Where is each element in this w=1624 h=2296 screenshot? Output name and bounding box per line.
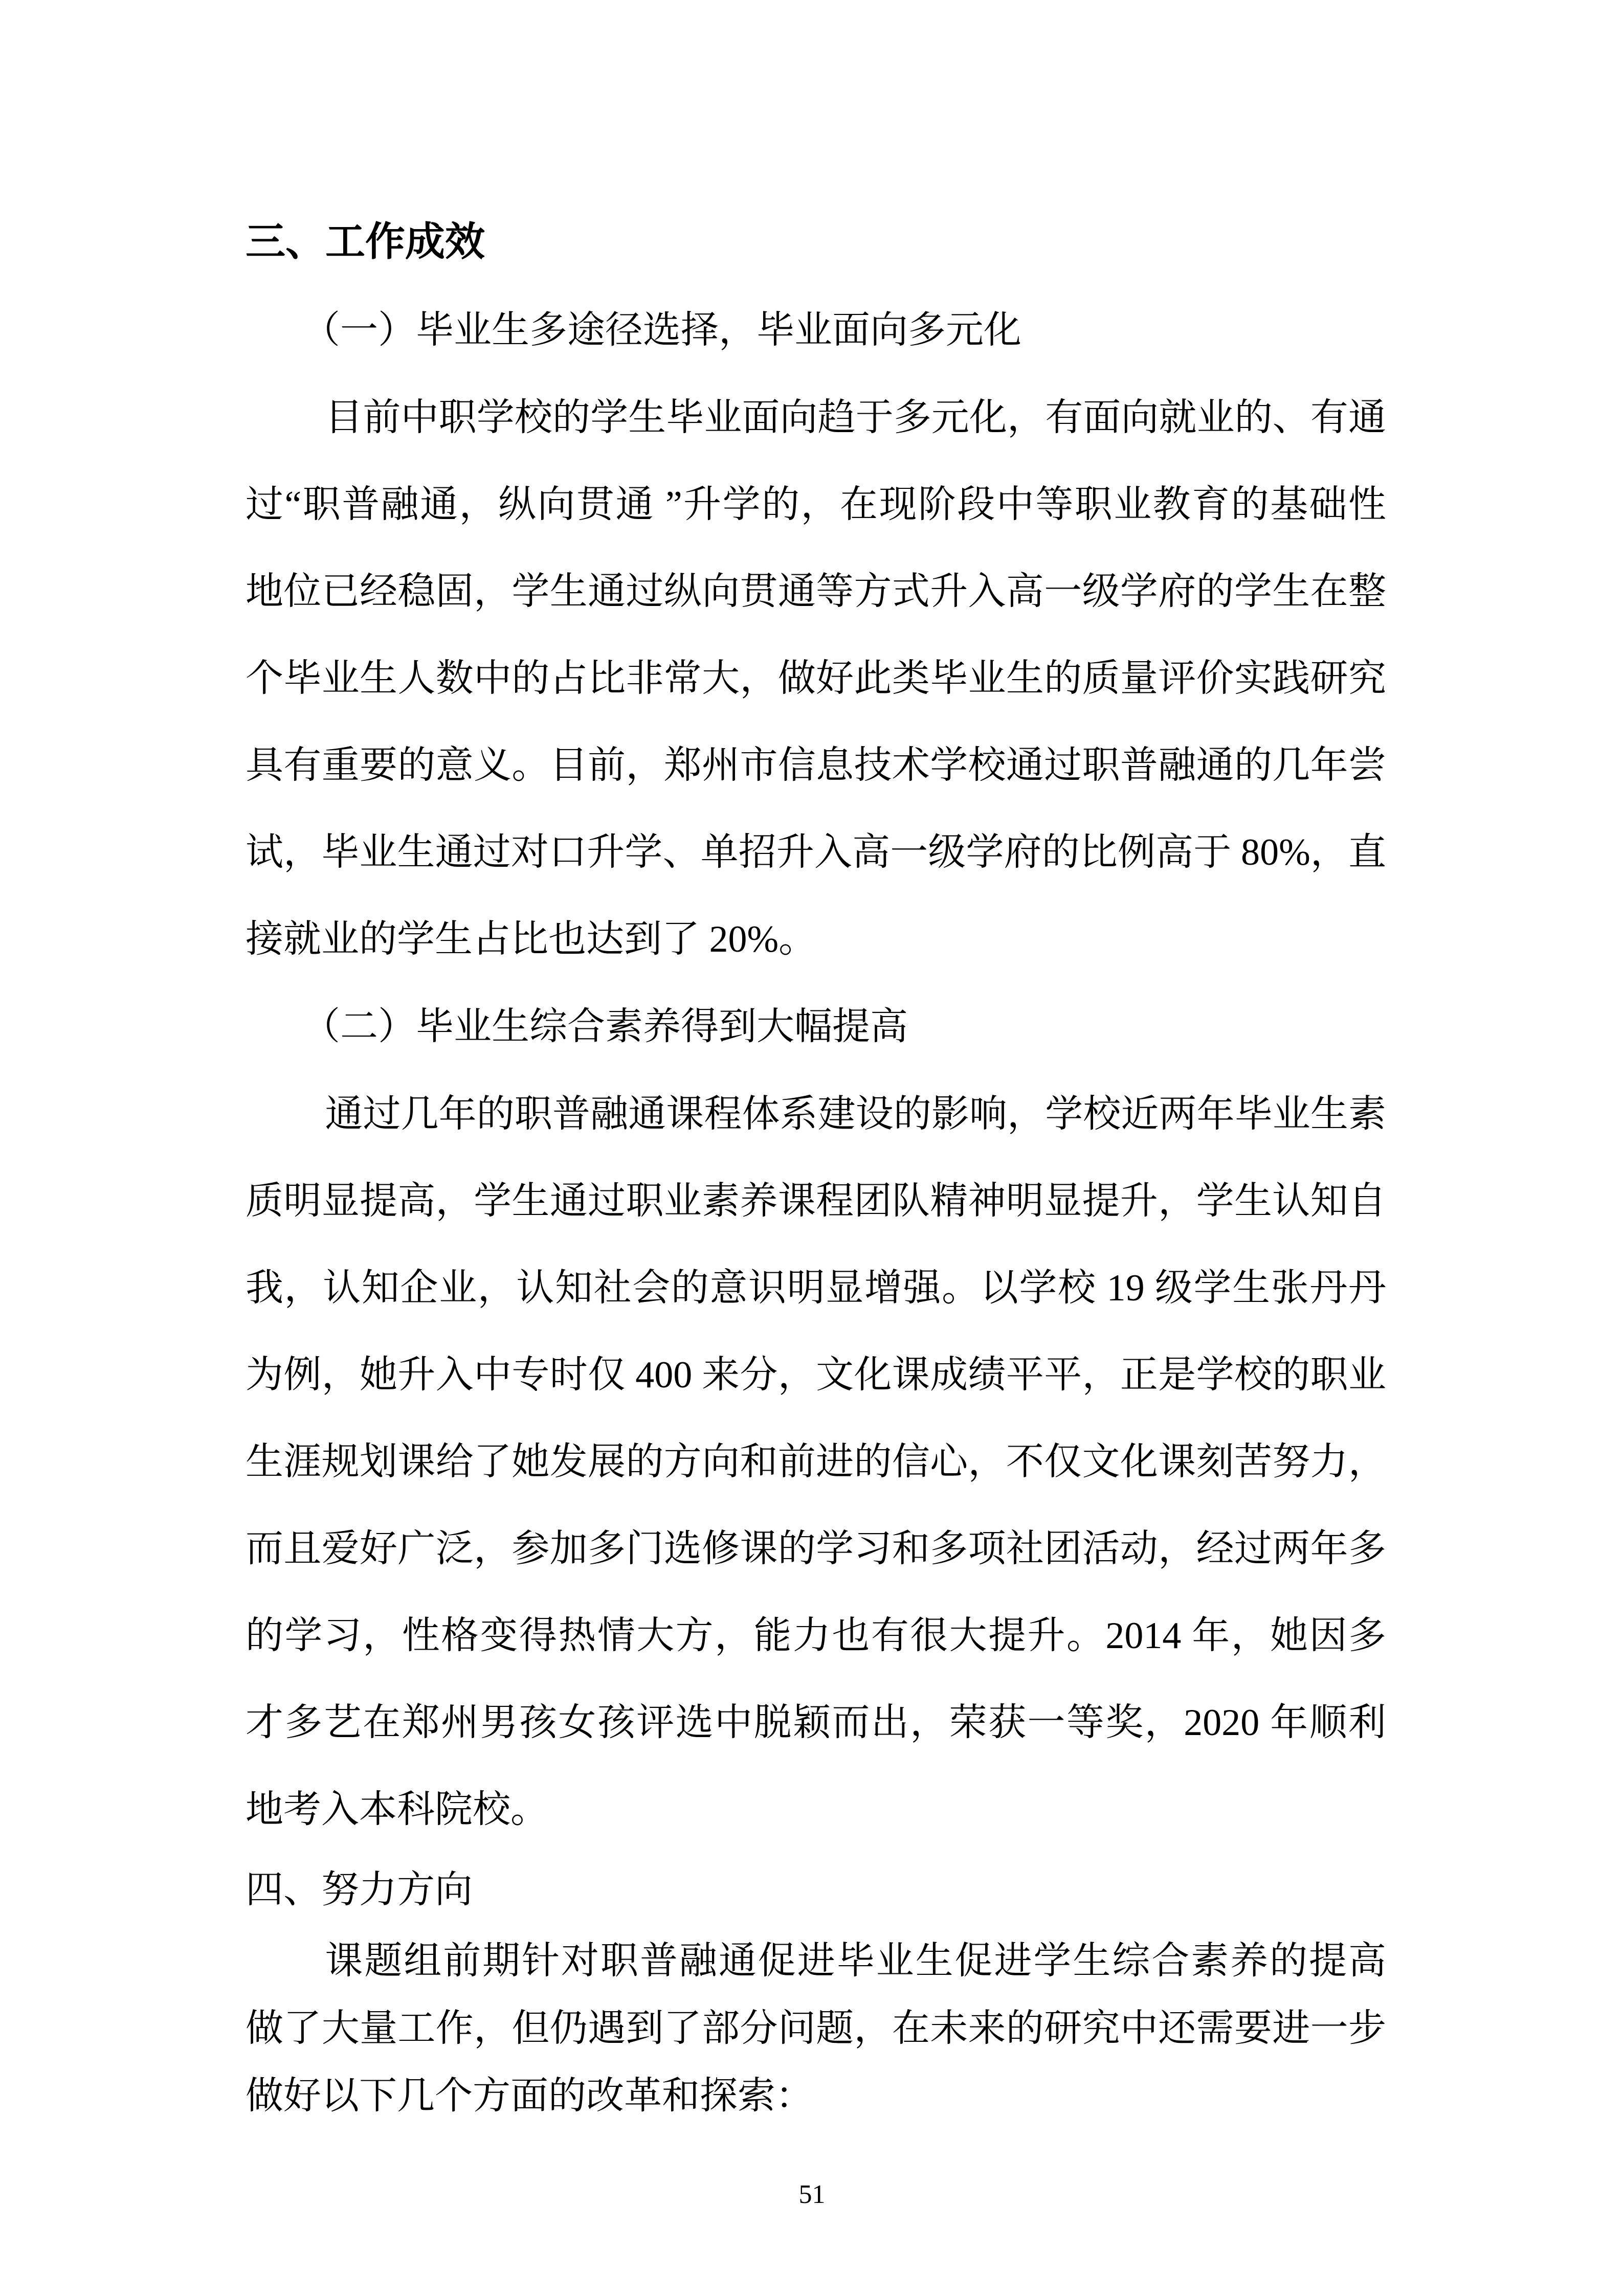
text-line: 做好以下几个方面的改革和探索： bbox=[246, 2075, 813, 2117]
subsection-2-heading: （二）毕业生综合素养得到大幅提高 bbox=[302, 1006, 908, 1048]
text-line: 个毕业生人数中的占比非常大，做好此类毕业生的质量评价实践研究 bbox=[246, 658, 1386, 700]
text-line: 接就业的学生占比也达到了 20%。 bbox=[246, 918, 817, 960]
section-4-heading: 四、努力方向 bbox=[246, 1869, 473, 1911]
page-number: 51 bbox=[798, 2180, 826, 2209]
text-line: 才多艺在郑州男孩女孩评选中脱颖而出，荣获一等奖，2020 年顺利 bbox=[246, 1702, 1386, 1744]
text-line: 通过几年的职普融通课程体系建设的影响，学校近两年毕业生素 bbox=[325, 1093, 1386, 1135]
text-line: 的学习，性格变得热情大方，能力也有很大提升。2014 年，她因多 bbox=[246, 1615, 1386, 1657]
text-line: 过“职普融通，纵向贯通 ”升学的，在现阶段中等职业教育的基础性 bbox=[246, 484, 1386, 526]
paragraph-1 bbox=[246, 374, 1386, 983]
subsection-1-heading: （一）毕业生多途径选择，毕业面向多元化 bbox=[302, 309, 1021, 351]
text-line: 目前中职学校的学生毕业面向趋于多元化，有面向就业的、有通 bbox=[325, 397, 1386, 439]
text-line: 课题组前期针对职普融通促进毕业生促进学生综合素养的提高 bbox=[325, 1940, 1386, 1982]
text-line: 地位已经稳固，学生通过纵向贯通等方式升入高一级学府的学生在整 bbox=[246, 571, 1386, 613]
section-4 bbox=[246, 1853, 1386, 2130]
text-line: 地考入本科院校。 bbox=[246, 1789, 548, 1831]
text-line: 生涯规划课给了她发展的方向和前进的信心，不仅文化课刻苦努力， bbox=[246, 1441, 1386, 1483]
text-line: 具有重要的意义。目前，郑州市信息技术学校通过职普融通的几年尝 bbox=[246, 745, 1386, 786]
text-line: 而且爱好广泛，参加多门选修课的学习和多项社团活动，经过两年多 bbox=[246, 1528, 1386, 1570]
text-line: 做了大量工作，但仍遇到了部分问题，在未来的研究中还需要进一步 bbox=[246, 2008, 1386, 2050]
section-3-heading: 三、工作成效 bbox=[246, 219, 485, 264]
text-line: 为例，她升入中专时仅 400 来分，文化课成绩平平，正是学校的职业 bbox=[246, 1354, 1386, 1396]
paragraph-2 bbox=[246, 1071, 1386, 1853]
text-line: 我，认知企业，认知社会的意识明显增强。以学校 19 级学生张丹丹 bbox=[246, 1267, 1386, 1309]
text-line: 试，毕业生通过对口升学、单招升入高一级学府的比例高于 80%，直 bbox=[246, 831, 1386, 873]
paragraph-3 bbox=[246, 1927, 1386, 2130]
text-line: 质明显提高，学生通过职业素养课程团队精神明显提升，学生认知自 bbox=[246, 1180, 1386, 1222]
